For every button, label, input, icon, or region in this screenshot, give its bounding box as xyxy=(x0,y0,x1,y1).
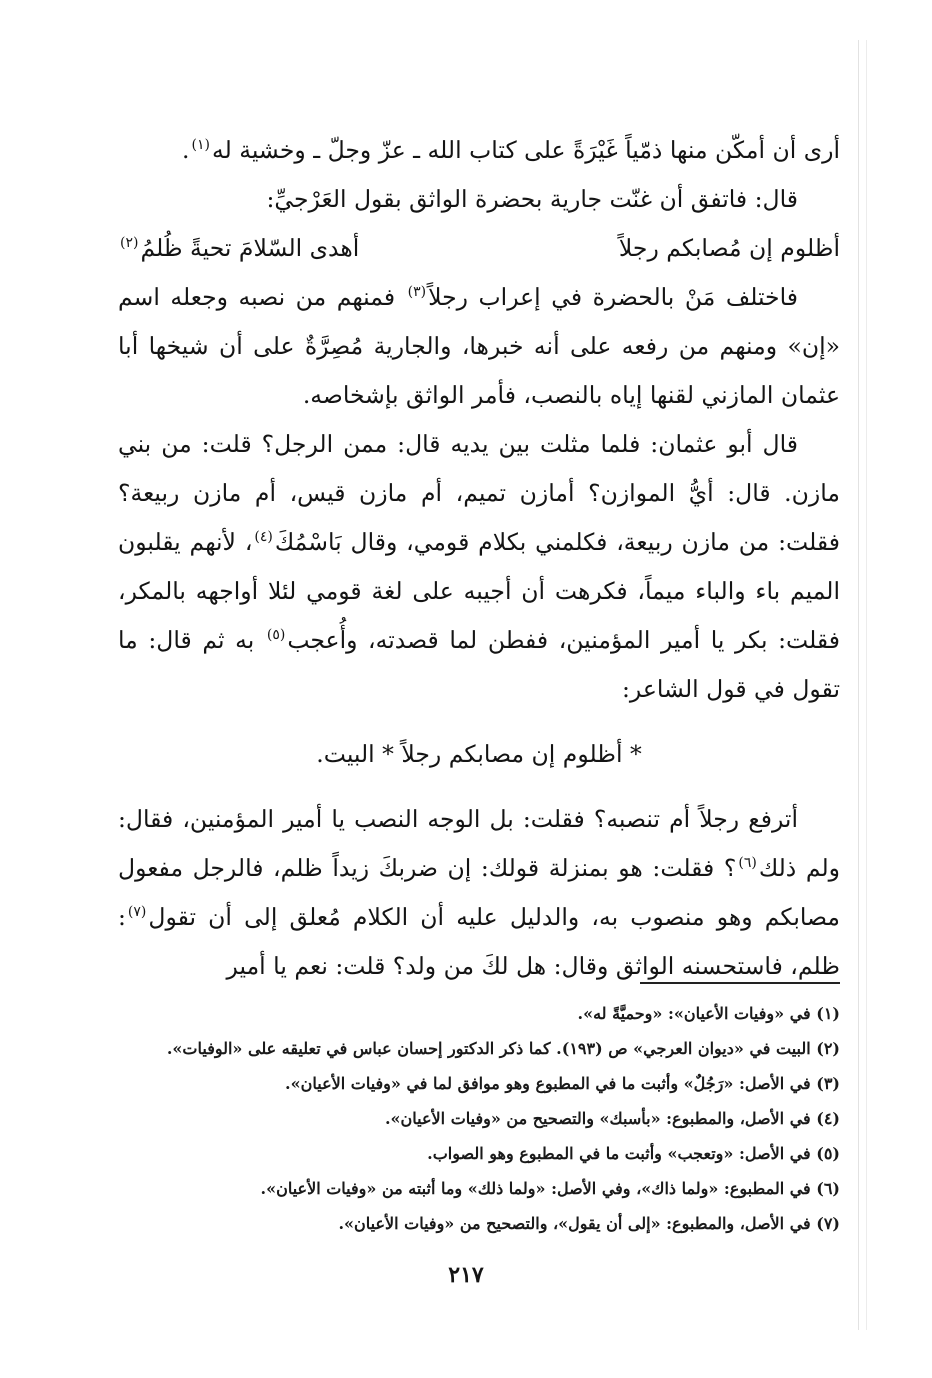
paragraph-3 xyxy=(118,273,840,420)
footnote-separator xyxy=(640,982,840,984)
paragraph-text: ، لأنهم يقلبون الميم باء والباء ميماً، فكرهت أن أجيبه على لغة قومي لئلا أواجهه بالمكر، فقلت: بكر يا أمير المؤمنين، ففطن لما قصدته، وأُعجب xyxy=(118,528,840,654)
paragraph-text: به ثم قال: ما تقول في قول الشاعر: xyxy=(118,626,840,703)
verse-text: أهدى السّلامَ تحيةً ظُلمُ xyxy=(140,234,360,262)
footnote-2: (٢) البيت في «ديوان العرجي» ص (١٩٣). كما ذكر الدكتور إحسان عباس في تعليقه على «الوفيات». xyxy=(166,1039,840,1058)
footnote-1: (١) في «وفيات الأعيان»: «وحميَّةً له». xyxy=(577,1004,840,1023)
paragraph-text: فمنهم من نصبه وجعله اسم «إن» ومنهم من رفعه على أنه خبرها، والجارية مُصِرَّةٌ على أن شيخها أبا عثمان المازني لقنها إياه بالنصب، فأمر الواثق بإشخاصه. xyxy=(118,283,840,409)
page-edge-line xyxy=(858,40,859,1330)
page-number: ٢١٧ xyxy=(448,1262,484,1288)
footnote-ref: (٢) xyxy=(120,235,139,252)
footnotes xyxy=(118,996,840,1241)
footnote-ref: (٤) xyxy=(254,529,273,546)
verse-quote: * أظلوم إن مصابكم رجلاً * البيت. xyxy=(316,740,642,768)
paragraph-text: أترفع رجلاً أم تنصبه؟ فقلت: بل الوجه النصب يا أمير المؤمنين، فقال: ولم ذلك xyxy=(118,805,840,882)
paragraph-text: . xyxy=(182,136,190,164)
verse-second-hemistich xyxy=(118,224,359,273)
paragraph-5 xyxy=(118,795,840,991)
footnote-6: (٦) في المطبوع: «ولما ذاك»، وفي الأصل: «ولما ذلك» وما أثبته من «وفيات الأعيان». xyxy=(260,1179,840,1198)
paragraph-text: : ظلم، فاستحسنه الواثق وقال: هل لكَ من ولد؟ قلت: نعم يا أمير xyxy=(118,903,840,980)
page-edge-line xyxy=(866,40,867,1330)
footnote-ref: (٥) xyxy=(266,627,286,644)
paragraph-4 xyxy=(118,420,840,714)
paragraph-text: فاختلف مَنْ بالحضرة في إعراب رجلاً xyxy=(428,283,798,311)
footnote-7: (٧) في الأصل، والمطبوع: «إلى أن يقول»، والتصحيح من «وفيات الأعيان». xyxy=(338,1214,840,1233)
paragraph-text: أرى أن أمكّن منها ذمّياً غَيْرَةً على كتاب الله ـ عزّ وجلّ ـ وخشية له xyxy=(212,136,840,164)
footnote-ref: (٣) xyxy=(407,284,427,301)
footnote-ref: (٦) xyxy=(738,855,757,872)
paragraph-2: قال: فاتفق أن غنّت جارية بحضرة الواثق بقول العَرْجيِّ: xyxy=(266,185,798,213)
main-text xyxy=(118,126,840,991)
footnote-4: (٤) في الأصل، والمطبوع: «بأسبك» والتصحيح من «وفيات الأعيان». xyxy=(384,1109,840,1128)
footnote-ref: (١) xyxy=(191,137,210,154)
paragraph-text: ؟ فقلت: هو بمنزلة قولك: إن ضربكَ زيداً ظلم، فالرجل مفعول مصابكم وهو منصوب به، والدليل عليه أن الكلام مُعلق إلى أن تقول xyxy=(118,854,840,931)
paragraph-1 xyxy=(118,126,840,175)
footnote-3: (٣) في الأصل: «رَجُلٌ» وأثبت ما في المطبوع وهو موافق لما في «وفيات الأعيان». xyxy=(285,1074,840,1093)
verse-line xyxy=(118,224,840,273)
paragraph-text: قال أبو عثمان: فلما مثلت بين يديه قال: ممن الرجل؟ قلت: من بني مازن. قال: أيُّ الموازن؟ أمازن تميم، أم مازن قيس، أم مازن ربيعة؟ فقلت: من مازن ربيعة، فكلمني بكلام قومي، وقال بَاسْمُكَ xyxy=(118,430,840,556)
footnote-5: (٥) في الأصل: «وتعجب» وأثبت ما في المطبوع وهو الصواب. xyxy=(427,1144,840,1163)
verse-first-hemistich: أظلوم إن مُصابكم رجلاً xyxy=(618,234,840,262)
footnote-ref: (٧) xyxy=(127,904,147,921)
